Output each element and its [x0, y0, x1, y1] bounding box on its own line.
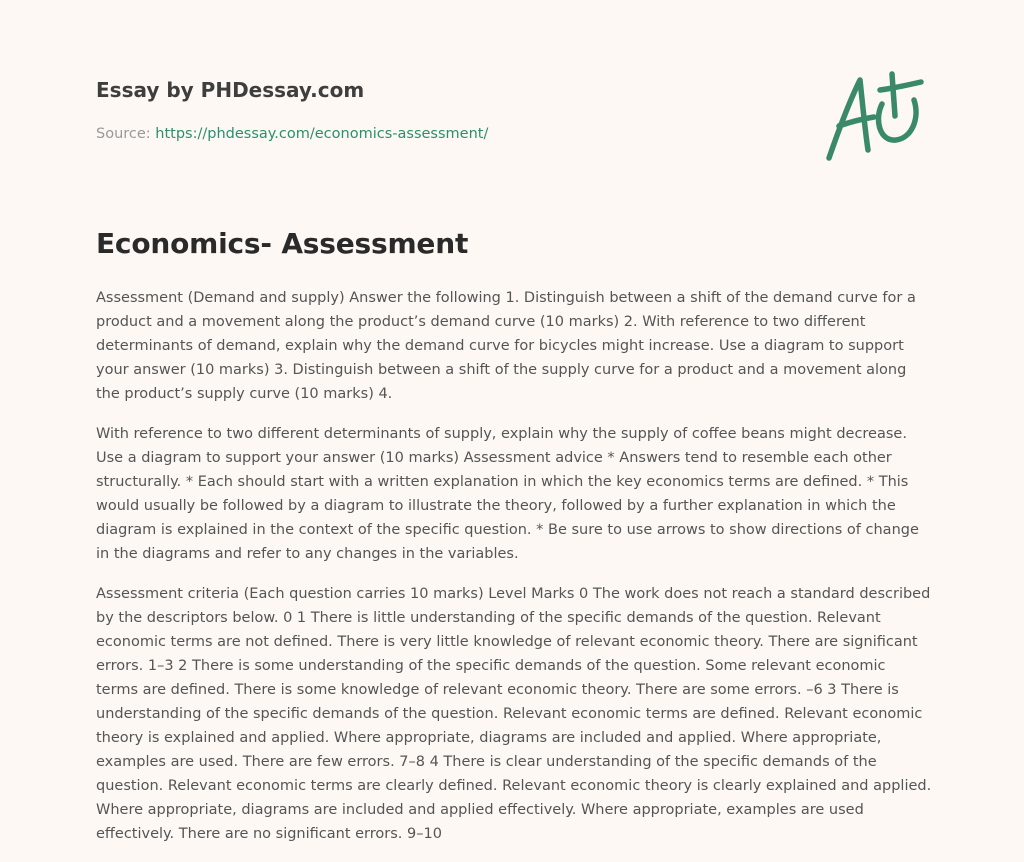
a-plus-logo — [822, 68, 928, 164]
source-link[interactable]: https://phdessay.com/economics-assessment/ — [155, 126, 489, 142]
source-label: Source: — [96, 126, 151, 142]
article-body — [96, 286, 932, 862]
site-brand: Essay by PHDessay.com — [96, 78, 365, 102]
article-paragraph: Assessment (Demand and supply) Answer the following 1. Distinguish between a shift of the demand curve for a product and a movement along the product’s demand curve (10 marks) 2. With reference to two different determinants of demand, explain why the demand curve for bicycles might increase. Use a diagram to support your answer (10 marks) 3. Distinguish between a shift of the supply curve for a product and a movement along the product’s supply curve (10 marks) 4. — [96, 290, 916, 402]
source-line — [96, 124, 488, 144]
article-paragraph: With reference to two different determinants of supply, explain why the supply of coffee beans might decrease. Use a diagram to support your answer (10 marks) Assessment advice * Answers tend to resemble each other structurally. * Each should start with a written explanation in which the key economics terms are defined. * This would usually be followed by a diagram to illustrate the theory, followed by a further explanation in which the diagram is explained in the context of the specific question. * Be sure to use arrows to show directions of change in the diagrams and refer to any changes in the variables. — [96, 426, 919, 562]
article-title: Economics- Assessment — [96, 227, 469, 260]
article-paragraph: Assessment criteria (Each question carries 10 marks) Level Marks 0 The work does not reach a standard described by the descriptors below. 0 1 There is little understanding of the specific demands of the question. Relevant economic terms are not defined. There is very little knowledge of relevant economic theory. There are significant errors. 1–3 2 There is some understanding of the specific demands of the question. Some relevant economic terms are defined. There is some knowledge of relevant economic theory. There are some errors. –6 3 There is understanding of the specific demands of the question. Relevant economic terms are defined. Relevant economic theory is explained and applied. Where appropriate, diagrams are included and applied. Where appropriate, examples are used. There are few errors. 7–8 4 There is clear understanding of the specific demands of the question. Relevant economic terms are clearly defined. Relevant economic theory is clearly explained and applied. Where appropriate, diagrams are included and applied effectively. Where appropriate, examples are used effectively. There are no significant errors. 9–10 — [96, 586, 932, 842]
